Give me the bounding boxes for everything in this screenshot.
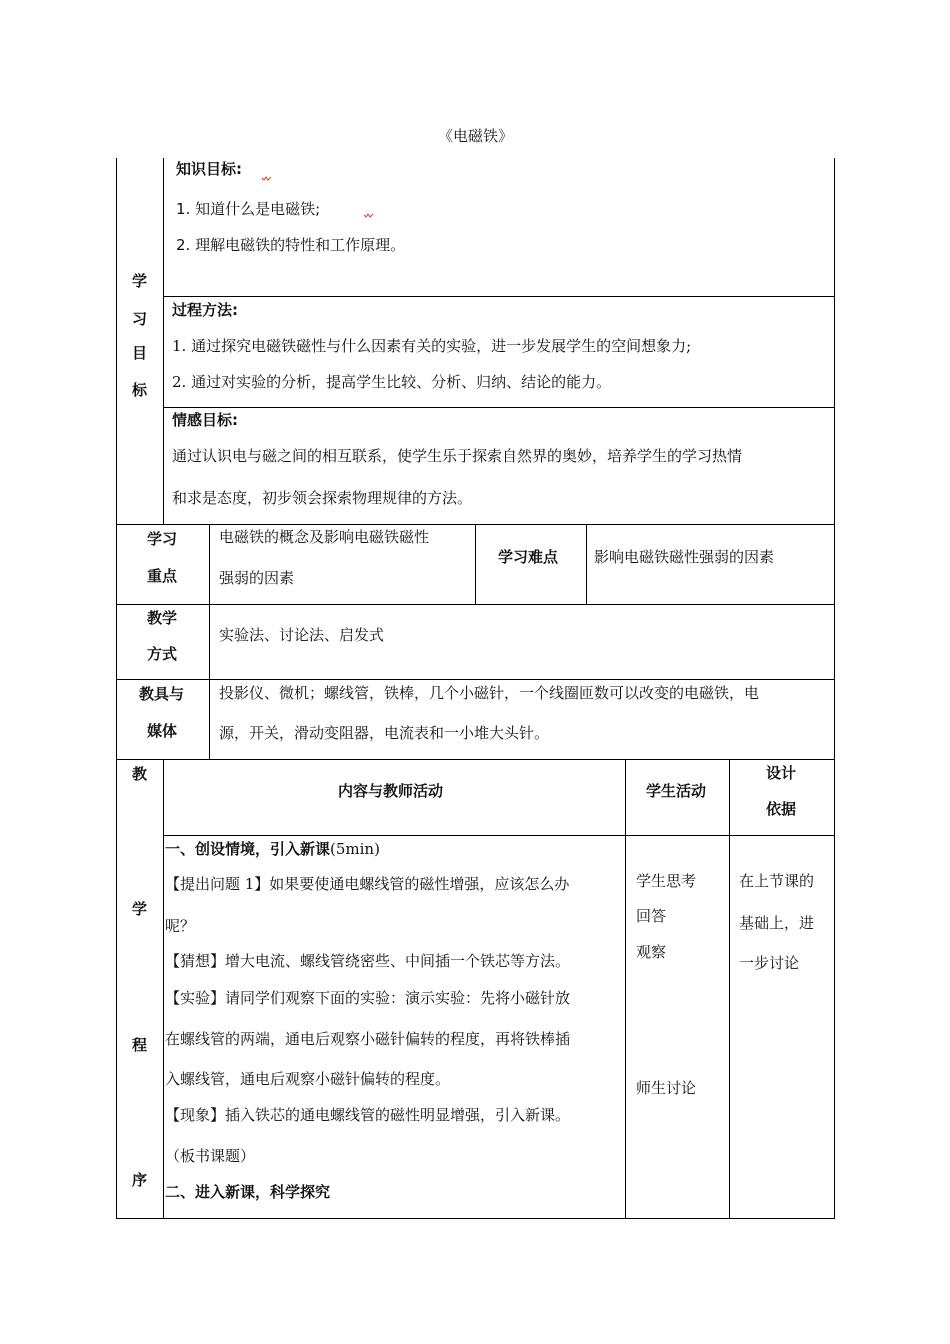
key-points-content-1: 电磁铁的概念及影响电磁铁磁性	[219, 528, 430, 546]
content-line-4: 【猜想】增大电流、螺线管绕密些、中间插一个铁芯等方法。	[165, 952, 571, 970]
media-line-2: 源，开关，滑动变阻器，电流表和一小堆大头针。	[219, 724, 550, 742]
process-item-2: 2. 通过对实验的分析，提高学生比较、分析、归纳、结论的能力。	[172, 373, 612, 391]
content-line-8: 【现象】插入铁芯的通电螺线管的磁性明显增强，引入新课。	[165, 1106, 571, 1124]
content-line-7: 入螺线管，通电后观察小磁针偏转的程度。	[165, 1070, 451, 1088]
student-line-2: 回答	[636, 907, 667, 925]
teaching-method-label-1: 教学	[147, 609, 178, 627]
content-line-3: 呢？	[165, 917, 196, 935]
key-points-content-2: 强弱的因素	[219, 569, 295, 587]
difficulty-content: 影响电磁铁磁性强弱的因素	[594, 548, 775, 566]
content-line-2: 【提出问题 1】如果要使通电螺线管的磁性增强，应该怎么办	[165, 875, 570, 893]
student-line-4: 师生讨论	[636, 1079, 697, 1097]
key-points-label-2: 重点	[147, 567, 178, 585]
difficulty-label: 学习难点	[498, 548, 559, 566]
process-heading: 过程方法:	[172, 301, 238, 319]
media-line-1: 投影仪、微机；螺线管，铁棒，几个小磁针，一个线圈匝数可以改变的电磁铁，电	[219, 684, 760, 702]
emotion-heading: 情感目标:	[172, 411, 238, 429]
emotion-line-1: 通过认识电与磁之间的相互联系，使学生乐于探索自然界的奥妙，培养学生的学习热情	[172, 447, 743, 465]
process-item-1: 1. 通过探究电磁铁磁性与什么因素有关的实验，进一步发展学生的空间想象力;	[172, 337, 692, 355]
content-line-1: 一、创设情境，引入新课(5min)	[165, 840, 380, 858]
document-title: 《电磁铁》	[438, 127, 514, 145]
spellcheck-squiggle-icon	[364, 213, 373, 218]
content-line-5: 【实验】请同学们观察下面的实验：演示实验：先将小磁针放	[165, 989, 571, 1007]
design-line-1: 在上节课的	[739, 872, 815, 890]
media-label-2: 媒体	[147, 722, 178, 740]
header-student: 学生活动	[646, 782, 707, 800]
content-line-9: （板书课题）	[165, 1147, 256, 1165]
content-line-6: 在螺线管的两端，通电后观察小磁针偏转的程度，再将铁棒插	[165, 1030, 571, 1048]
design-line-2: 基础上，进	[739, 914, 815, 932]
knowledge-heading: 知识目标:	[176, 160, 242, 178]
teaching-method-label-2: 方式	[147, 645, 178, 663]
student-line-3: 观察	[636, 943, 667, 961]
design-line-3: 一步讨论	[739, 954, 800, 972]
student-line-1: 学生思考	[636, 872, 697, 890]
content-line-10: 二、进入新课，科学探究	[165, 1183, 331, 1201]
knowledge-item-1: 1. 知道什么是电磁铁;	[176, 200, 321, 218]
media-label-1: 教具与	[139, 685, 185, 703]
spellcheck-squiggle-icon	[262, 176, 271, 181]
header-design-2: 依据	[766, 800, 797, 818]
teaching-method-content: 实验法、讨论法、启发式	[219, 626, 385, 644]
knowledge-item-2: 2. 理解电磁铁的特性和工作原理。	[176, 236, 406, 254]
header-content: 内容与教师活动	[338, 782, 444, 800]
header-design-1: 设计	[766, 764, 797, 782]
emotion-line-2: 和求是态度，初步领会探索物理规律的方法。	[172, 489, 473, 507]
key-points-label-1: 学习	[147, 530, 178, 548]
